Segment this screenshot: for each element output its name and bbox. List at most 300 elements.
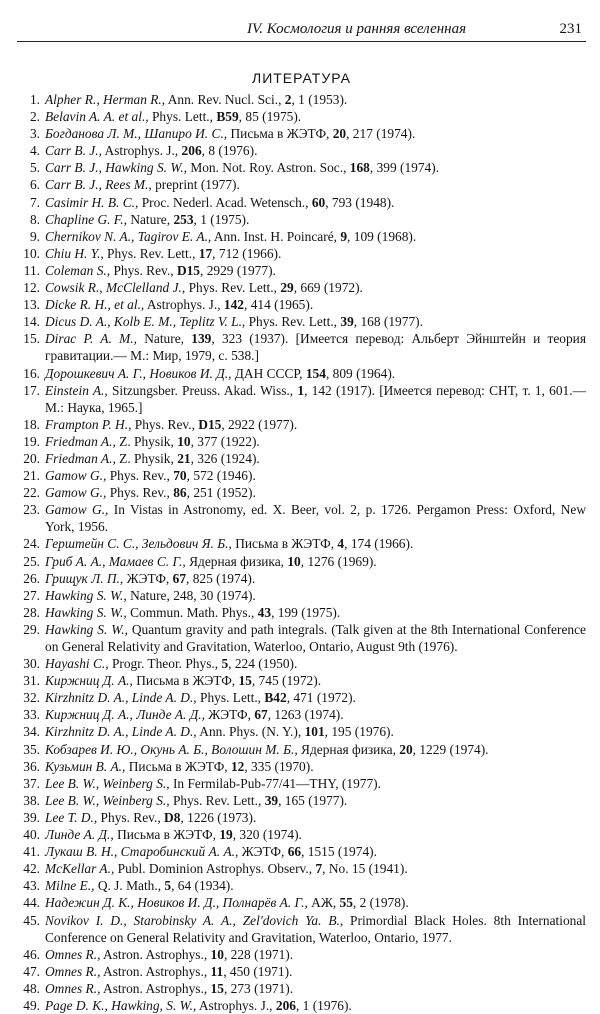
- reference-source: Mon. Not. Roy. Astron. Soc.,: [186, 160, 350, 176]
- reference-item: [17, 211, 586, 228]
- reference-source: Progr. Theor. Phys.,: [108, 656, 222, 672]
- reference-volume: 139: [191, 331, 212, 347]
- reference-authors: Omnes R.,: [45, 980, 101, 996]
- reference-authors: Friedman A.,: [45, 433, 116, 449]
- reference-number: 33.: [23, 707, 40, 723]
- reference-item: [17, 416, 586, 433]
- reference-authors: Milne E.,: [45, 878, 95, 894]
- reference-number: 24.: [23, 536, 40, 552]
- reference-authors: Carr B. J., Hawking S. W.,: [45, 160, 187, 176]
- reference-authors: Carr B. J.,: [45, 143, 102, 159]
- reference-text: [45, 467, 586, 484]
- reference-text: [45, 655, 586, 672]
- reference-authors: Page D. K., Hawking, S. W.,: [45, 997, 197, 1013]
- reference-item: [17, 946, 586, 963]
- reference-number: 27.: [23, 587, 40, 603]
- reference-text: [45, 826, 586, 843]
- reference-text: [45, 775, 586, 792]
- reference-text: [45, 860, 586, 877]
- reference-item: [17, 91, 586, 108]
- reference-pages: , 471 (1972).: [286, 690, 356, 706]
- reference-number: 16.: [23, 365, 40, 381]
- reference-pages: , 2 (1978).: [352, 895, 409, 911]
- reference-source: Phys. Lett.,: [148, 109, 217, 125]
- reference-number: 44.: [23, 895, 40, 911]
- reference-number: 9.: [29, 228, 40, 244]
- reference-authors: Lee T. D.,: [45, 809, 98, 825]
- reference-number: 3.: [29, 126, 40, 142]
- reference-number: 15.: [23, 331, 40, 347]
- reference-authors: McKellar A.,: [45, 861, 115, 877]
- reference-authors: Alpher R., Herman R.,: [45, 92, 166, 107]
- reference-volume: 67: [254, 707, 268, 723]
- reference-volume: 4: [337, 536, 345, 552]
- reference-source: Primordial Black Holes. 8th International Conference on General Relativity and Gravitation, Waterloo, Ontario, 1977.: [45, 912, 587, 945]
- reference-authors: Дорошкевич А. Г., Новиков И. Д.,: [45, 365, 232, 381]
- reference-source: Q. J. Math.,: [94, 878, 165, 894]
- reference-item: [17, 655, 586, 672]
- reference-item: [17, 279, 586, 296]
- reference-number: 43.: [23, 878, 40, 894]
- reference-text: [45, 365, 586, 382]
- reference-authors: Friedman A.,: [45, 450, 116, 466]
- reference-item: [17, 365, 586, 382]
- reference-pages: , 109 (1968).: [347, 228, 417, 244]
- reference-authors: Gamow G.,: [45, 502, 109, 518]
- reference-authors: Богданова Л. М., Шапиро И. С.,: [45, 126, 228, 142]
- reference-text: [45, 91, 586, 108]
- reference-authors: Novikov I. D., Starobinsky A. A., Zel'dovich Ya. B.,: [45, 912, 344, 928]
- page-number: 231: [559, 21, 582, 37]
- reference-text: [45, 604, 586, 621]
- reference-text: [45, 946, 586, 963]
- reference-number: 36.: [23, 758, 40, 774]
- reference-authors: Hayashi C.,: [45, 656, 109, 672]
- reference-item: [17, 706, 586, 723]
- reference-volume: 43: [257, 604, 272, 620]
- reference-source: Commun. Math. Phys.,: [126, 604, 258, 620]
- reference-volume: 19: [219, 827, 233, 843]
- reference-text: [45, 963, 586, 980]
- reference-source: Phys. Rev.,: [106, 468, 174, 484]
- reference-source: АЖ,: [307, 895, 340, 911]
- reference-number: 45.: [23, 912, 40, 928]
- reference-volume: 12: [230, 758, 245, 774]
- reference-volume: 206: [275, 997, 296, 1013]
- reference-source: Phys. Rev. Lett.,: [185, 280, 281, 296]
- reference-authors: Omnes R.,: [45, 946, 101, 962]
- reference-pages: , 1263 (1974).: [267, 707, 344, 723]
- reference-number: 26.: [23, 570, 40, 586]
- reference-pages: , 335 (1970).: [244, 758, 314, 774]
- reference-text: [45, 228, 586, 245]
- reference-number: 7.: [29, 194, 40, 210]
- reference-source: Phys. Rev. Lett.,: [103, 245, 199, 261]
- reference-pages: , No. 15 (1941).: [322, 861, 408, 877]
- reference-text: [45, 313, 586, 330]
- reference-volume: B59: [216, 109, 239, 125]
- reference-source: Письма в ЖЭТФ,: [132, 673, 239, 689]
- reference-source: Ann. Rev. Nucl. Sci.,: [165, 92, 285, 107]
- reference-number: 38.: [23, 792, 40, 808]
- reference-text: [45, 912, 586, 946]
- reference-number: 35.: [23, 741, 40, 757]
- reference-authors: Герштейн С. С., Зельдович Я. Б.,: [45, 536, 232, 552]
- reference-volume: 86: [173, 485, 187, 501]
- reference-item: [17, 997, 586, 1014]
- reference-item: [17, 501, 586, 535]
- reference-volume: 20: [399, 741, 413, 757]
- reference-pages: , 809 (1964).: [325, 365, 396, 381]
- reference-number: 20.: [23, 450, 40, 466]
- reference-pages: , 745 (1972).: [251, 673, 322, 689]
- reference-volume: 10: [287, 553, 301, 569]
- reference-volume: 60: [311, 194, 326, 210]
- reference-item: [17, 535, 586, 552]
- reference-text: [45, 176, 586, 193]
- reference-item: [17, 159, 586, 176]
- reference-authors: Kirzhnitz D. A., Linde A. D.,: [45, 690, 197, 706]
- reference-authors: Cowsik R., McClelland J.,: [45, 280, 186, 296]
- reference-source: Письма в ЖЭТФ,: [227, 126, 333, 142]
- reference-text: [45, 296, 586, 313]
- reference-source: Nature,: [136, 331, 192, 347]
- reference-authors: Киржниц Д. А., Линде А. Д.,: [45, 707, 205, 723]
- reference-source: Ann. Inst. H. Poincaré,: [211, 228, 341, 244]
- reference-number: 22.: [23, 485, 40, 501]
- reference-pages: , 165 (1977).: [278, 792, 348, 808]
- reference-number: 5.: [29, 160, 40, 176]
- reference-source: Phys. Rev. Lett.,: [169, 792, 265, 808]
- reference-pages: , 228 (1971).: [223, 946, 294, 962]
- reference-authors: Gamow G.,: [45, 485, 107, 501]
- reference-source: Nature, 248, 30 (1974).: [126, 587, 256, 603]
- reference-volume: 67: [172, 570, 187, 586]
- reference-text: [45, 843, 586, 860]
- reference-item: [17, 758, 586, 775]
- reference-number: 41.: [23, 844, 40, 860]
- reference-volume: 9: [340, 228, 348, 244]
- reference-source: Quantum gravity and path integrals. (Talk given at the 8th International Conference on General Relativity and Gravitation, Waterloo, Ontario, August 9th (1976).: [45, 621, 586, 654]
- reference-authors: Lee B. W., Weinberg S.,: [45, 792, 170, 808]
- reference-text: [45, 792, 586, 809]
- reference-volume: D15: [176, 262, 200, 278]
- reference-volume: D15: [198, 416, 222, 432]
- reference-number: 17.: [23, 382, 40, 398]
- reference-pages: , 273 (1971).: [223, 980, 294, 996]
- reference-source: Письма в ЖЭТФ,: [113, 827, 220, 843]
- reference-number: 18.: [23, 416, 40, 432]
- reference-source: Ann. Phys. (N. Y.),: [196, 724, 305, 740]
- reference-pages: , 2922 (1977).: [221, 416, 298, 432]
- reference-volume: B42: [264, 690, 287, 706]
- reference-number: 40.: [23, 827, 40, 843]
- reference-authors: Грищук Л. П.,: [45, 570, 124, 586]
- reference-source: Phys. Lett.,: [196, 690, 265, 706]
- reference-item: [17, 741, 586, 758]
- reference-pages: , 414 (1965).: [244, 297, 314, 313]
- reference-number: 12.: [23, 280, 40, 296]
- reference-item: [17, 587, 586, 604]
- reference-authors: Dicus D. A., Kolb E. M., Teplitz V. L.,: [45, 314, 246, 330]
- reference-source: ДАН СССР,: [231, 365, 306, 381]
- reference-pages: , 793 (1948).: [325, 194, 395, 210]
- reference-source: In Vistas in Astronomy, ed. X. Beer, vol. 2, p. 1726. Pergamon Press: Oxford, New York, 1956.: [45, 502, 586, 535]
- reference-number: 6.: [29, 177, 40, 193]
- reference-source: Письма в ЖЭТФ,: [231, 536, 338, 552]
- reference-pages: , 142 (1917). [Имеется перевод: CHT, т. 1, 601.— М.: Наука, 1965.]: [45, 382, 586, 415]
- reference-text: [45, 159, 586, 176]
- reference-source: Astron. Astrophys.,: [100, 946, 211, 962]
- reference-source: preprint (1977).: [151, 177, 240, 193]
- reference-item: [17, 313, 586, 330]
- reference-source: Proc. Nederl. Acad. Wetensch.,: [138, 194, 312, 210]
- reference-number: 23.: [23, 502, 40, 518]
- reference-source: ЖЭТФ,: [204, 707, 255, 723]
- reference-source: Phys. Rev.,: [97, 809, 165, 825]
- reference-authors: Einstein A.,: [45, 382, 108, 398]
- reference-item: [17, 860, 586, 877]
- reference-volume: 253: [173, 211, 194, 227]
- reference-item: [17, 433, 586, 450]
- reference-pages: , 199 (1975).: [271, 604, 341, 620]
- reference-authors: Chapline G. F.,: [45, 211, 127, 227]
- reference-number: 10.: [23, 245, 40, 261]
- reference-volume: 29: [280, 280, 294, 296]
- reference-authors: Hawking S. W.,: [45, 604, 127, 620]
- section-title: IV. Космология и ранняя вселенная: [247, 21, 467, 37]
- reference-item: [17, 689, 586, 706]
- reference-volume: 5: [221, 656, 229, 672]
- reference-item: [17, 621, 586, 655]
- reference-number: 28.: [23, 604, 40, 620]
- reference-text: [45, 723, 586, 740]
- reference-volume: 206: [181, 143, 202, 159]
- reference-pages: , 224 (1950).: [228, 656, 298, 672]
- reference-authors: Киржниц Д. А.,: [45, 673, 133, 689]
- reference-pages: , 1229 (1974).: [412, 741, 489, 757]
- reference-text: [45, 570, 586, 587]
- reference-list: [17, 91, 586, 1014]
- reference-text: [45, 877, 586, 894]
- reference-volume: 142: [223, 297, 244, 313]
- reference-number: 39.: [23, 809, 40, 825]
- reference-pages: , 1 (1953).: [291, 92, 348, 107]
- reference-item: [17, 450, 586, 467]
- reference-source: Phys. Rev.,: [110, 262, 177, 278]
- reference-item: [17, 330, 586, 364]
- reference-authors: Лукаш В. Н., Старобинский А. А.,: [45, 844, 239, 860]
- reference-text: [45, 997, 586, 1014]
- reference-authors: Dirac P. A. M.,: [45, 331, 137, 347]
- reference-volume: 10: [177, 433, 191, 449]
- reference-pages: , 1515 (1974).: [301, 844, 377, 860]
- reference-text: [45, 894, 586, 911]
- reference-text: [45, 809, 586, 826]
- reference-number: 1.: [29, 92, 40, 107]
- reference-number: 32.: [23, 690, 40, 706]
- reference-item: [17, 125, 586, 142]
- reference-authors: Hawking S. W.,: [45, 587, 127, 603]
- reference-pages: , 825 (1974).: [186, 570, 256, 586]
- reference-number: 34.: [23, 724, 40, 740]
- reference-source: Nature,: [126, 211, 174, 227]
- reference-pages: , 399 (1974).: [369, 160, 440, 176]
- reference-text: [45, 330, 586, 364]
- reference-source: ЖЭТФ,: [123, 570, 173, 586]
- reference-text: [45, 672, 586, 689]
- reference-text: [45, 535, 586, 552]
- reference-volume: 66: [287, 844, 302, 860]
- reference-authors: Кобзарев И. Ю., Окунь А. Б., Волошин М. Б.,: [45, 741, 298, 757]
- reference-item: [17, 108, 586, 125]
- reference-volume: 15: [238, 673, 252, 689]
- reference-item: [17, 262, 586, 279]
- reference-pages: , 320 (1974).: [232, 827, 302, 843]
- reference-text: [45, 194, 586, 211]
- reference-pages: , 217 (1974).: [346, 126, 416, 142]
- reference-text: [45, 758, 586, 775]
- reference-source: Astrophys. J.,: [144, 297, 224, 313]
- reference-text: [45, 279, 586, 296]
- reference-item: [17, 723, 586, 740]
- reference-text: [45, 706, 586, 723]
- reference-authors: Линде А. Д.,: [45, 827, 114, 843]
- reference-number: 19.: [23, 433, 40, 449]
- reference-authors: Belavin A. A. et al.,: [45, 109, 149, 125]
- reference-text: [45, 484, 586, 501]
- reference-number: 14.: [23, 314, 40, 330]
- reference-volume: 39: [340, 314, 354, 330]
- reference-number: 21.: [23, 468, 40, 484]
- reference-pages: , 1 (1975).: [193, 211, 250, 227]
- reference-number: 30.: [23, 656, 40, 672]
- reference-volume: 2: [284, 92, 292, 107]
- reference-source: ЖЭТФ,: [238, 844, 288, 860]
- reference-volume: D8: [164, 809, 181, 825]
- reference-pages: , 168 (1977).: [353, 314, 423, 330]
- reference-text: [45, 125, 586, 142]
- reference-pages: , 326 (1924).: [190, 450, 260, 466]
- reference-volume: 55: [339, 895, 353, 911]
- reference-volume: 17: [198, 245, 213, 261]
- reference-text: [45, 262, 586, 279]
- reference-text: [45, 382, 586, 416]
- reference-volume: 1: [297, 382, 305, 398]
- reference-item: [17, 245, 586, 262]
- reference-item: [17, 894, 586, 911]
- reference-pages: , 323 (1937). [Имеется перевод: Альберт Эйнштейн и теория гравитации.— М.: Мир, 1979, с. 538.]: [45, 331, 587, 364]
- reference-source: Astrophys. J.,: [196, 997, 276, 1013]
- reference-text: [45, 433, 586, 450]
- reference-pages: , 377 (1922).: [190, 433, 260, 449]
- reference-source: Publ. Dominion Astrophys. Observ.,: [114, 861, 316, 877]
- reference-text: [45, 741, 586, 758]
- reference-source: Astron. Astrophys.,: [100, 980, 211, 996]
- reference-volume: 5: [164, 878, 172, 894]
- reference-authors: Casimir H. B. C.,: [45, 194, 139, 210]
- reference-volume: 21: [177, 450, 191, 466]
- reference-authors: Lee B. W., Weinberg S.,: [45, 775, 170, 791]
- reference-text: [45, 501, 586, 535]
- reference-text: [45, 689, 586, 706]
- reference-text: [45, 416, 586, 433]
- reference-item: [17, 843, 586, 860]
- reference-pages: , 8 (1976).: [201, 143, 258, 159]
- reference-pages: , 1226 (1973).: [180, 809, 257, 825]
- reference-pages: , 450 (1971).: [223, 963, 293, 979]
- reference-item: [17, 296, 586, 313]
- reference-authors: Гриб А. А., Мамаев С. Г.,: [45, 553, 186, 569]
- reference-number: 37.: [23, 775, 40, 791]
- reference-pages: , 1 (1976).: [295, 997, 352, 1013]
- reference-item: [17, 553, 586, 570]
- reference-authors: Coleman S.,: [45, 262, 111, 278]
- reference-item: [17, 142, 586, 159]
- running-head: [17, 12, 586, 42]
- reference-item: [17, 809, 586, 826]
- reference-volume: 101: [304, 724, 325, 740]
- reference-number: 13.: [23, 297, 40, 313]
- reference-pages: , 64 (1934).: [171, 878, 234, 894]
- reference-text: [45, 587, 586, 604]
- reference-item: [17, 826, 586, 843]
- reference-item: [17, 963, 586, 980]
- reference-source: Ядерная физика,: [185, 553, 288, 569]
- reference-number: 49.: [23, 997, 40, 1013]
- reference-authors: Carr B. J., Rees M.,: [45, 177, 152, 193]
- references-heading: ЛИТЕРАТУРА: [252, 70, 351, 86]
- reference-authors: Gamow G.,: [45, 468, 107, 484]
- reference-authors: Kirzhnitz D. A., Linde A. D.,: [45, 724, 197, 740]
- reference-number: 31.: [23, 673, 40, 689]
- reference-authors: Chernikov N. A., Tagirov E. A.,: [45, 228, 212, 244]
- reference-text: [45, 211, 586, 228]
- reference-item: [17, 604, 586, 621]
- reference-number: 25.: [23, 553, 40, 569]
- reference-item: [17, 484, 586, 501]
- reference-item: [17, 176, 586, 193]
- reference-text: [45, 553, 586, 570]
- reference-authors: Hawking S. W.,: [45, 621, 128, 637]
- reference-number: 42.: [23, 861, 40, 877]
- reference-authors: Надежин Д. К., Новиков И. Д., Полнарёв А. Г.,: [45, 895, 308, 911]
- reference-number: 47.: [23, 963, 40, 979]
- reference-item: [17, 912, 586, 946]
- reference-item: [17, 775, 586, 792]
- reference-pages: , 712 (1966).: [212, 245, 282, 261]
- reference-text: [45, 108, 586, 125]
- reference-pages: , 669 (1972).: [293, 280, 363, 296]
- reference-volume: 20: [332, 126, 347, 142]
- reference-source: Phys. Rev. Lett.,: [245, 314, 341, 330]
- reference-pages: , 572 (1946).: [186, 468, 256, 484]
- reference-source: Z. Physik,: [115, 450, 178, 466]
- reference-item: [17, 672, 586, 689]
- reference-source: Astron. Astrophys.,: [100, 963, 211, 979]
- reference-source: Письма в ЖЭТФ,: [125, 758, 231, 774]
- reference-number: 11.: [23, 262, 40, 278]
- reference-source: Phys. Rev.,: [106, 485, 174, 501]
- reference-number: 4.: [29, 143, 40, 159]
- reference-number: 29.: [23, 621, 40, 637]
- reference-pages: , 85 (1975).: [238, 109, 302, 125]
- reference-pages: , 195 (1976).: [324, 724, 394, 740]
- reference-item: [17, 980, 586, 997]
- reference-source: Phys. Rev.,: [131, 416, 199, 432]
- reference-volume: 7: [315, 861, 323, 877]
- reference-authors: Frampton P. H.,: [45, 416, 132, 432]
